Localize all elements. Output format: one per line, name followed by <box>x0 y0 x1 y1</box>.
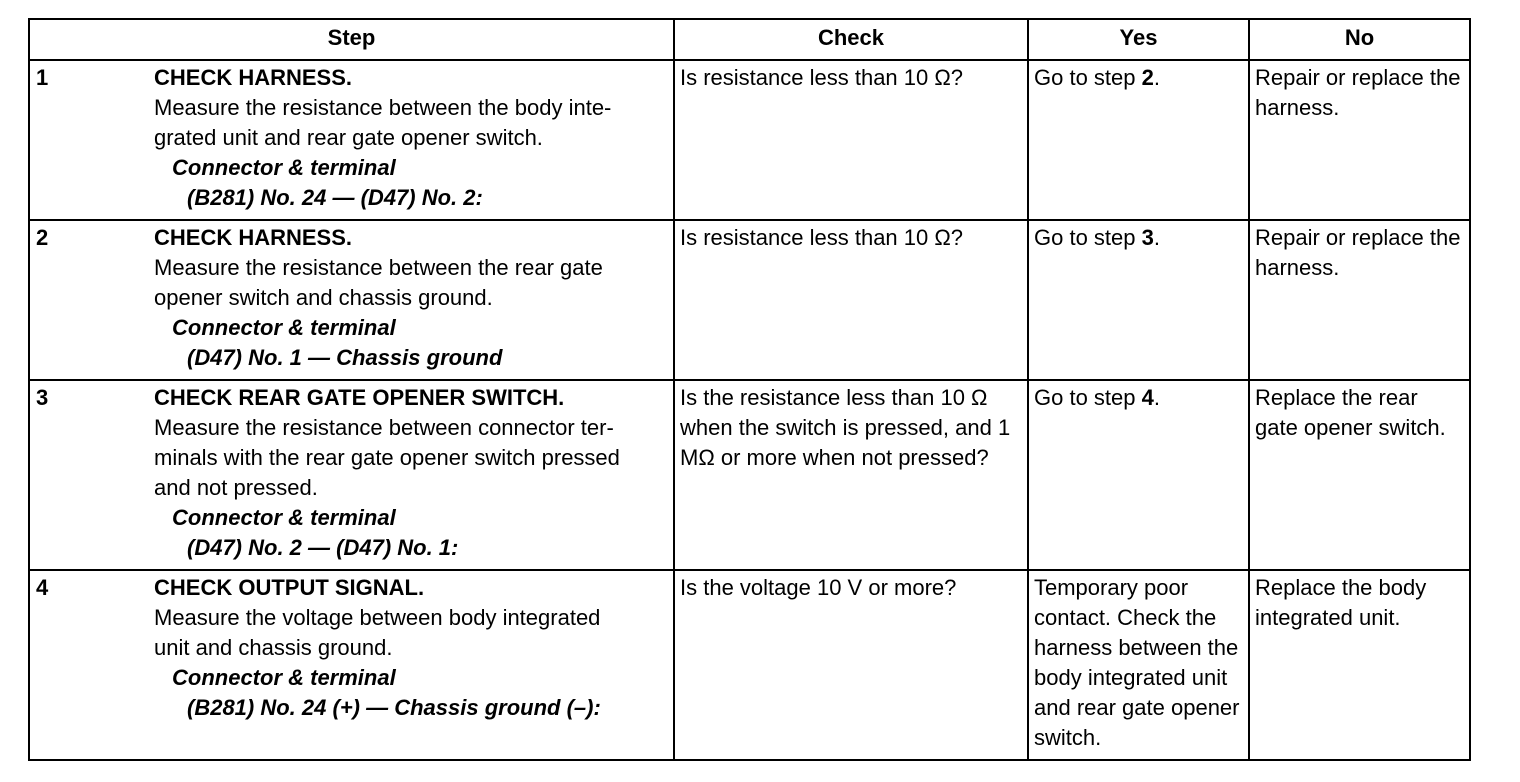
no-cell: Replace the body integrated unit. <box>1249 570 1470 760</box>
yes-cell <box>1028 60 1249 220</box>
yes-prefix: Go to step <box>1034 385 1142 410</box>
yes-prefix: Go to step <box>1034 225 1142 250</box>
step-title: CHECK HARNESS. <box>154 225 353 250</box>
connector-label: Connector & terminal <box>172 665 396 690</box>
yes-suffix: . <box>1153 385 1160 410</box>
header-step: Step <box>29 19 674 60</box>
check-cell: Is resistance less than 10 Ω? <box>674 220 1028 380</box>
no-cell: Repair or replace the harness. <box>1249 60 1470 220</box>
yes-cell <box>1028 380 1249 570</box>
no-cell: Repair or replace the harness. <box>1249 220 1470 380</box>
step-cell <box>29 60 674 220</box>
check-cell: Is resistance less than 10 Ω? <box>674 60 1028 220</box>
header-yes: Yes <box>1028 19 1249 60</box>
connector-label: Connector & terminal <box>172 315 396 340</box>
table-row <box>29 380 1470 570</box>
step-description-line: Measure the resistance between connector ter- <box>154 415 614 440</box>
terminal-spec: (B281) No. 24 — (D47) No. 2: <box>187 185 483 210</box>
step-description-line: opener switch and chassis ground. <box>154 285 493 310</box>
step-description-line: Measure the voltage between body integrated <box>154 605 601 630</box>
terminal-spec: (B281) No. 24 (+) — Chassis ground (–): <box>187 695 601 720</box>
table-row <box>29 60 1470 220</box>
step-title: CHECK HARNESS. <box>154 65 353 90</box>
step-title: CHECK REAR GATE OPENER SWITCH. <box>154 385 565 410</box>
step-cell <box>29 570 674 760</box>
terminal-spec: (D47) No. 1 — Chassis ground <box>187 345 503 370</box>
yes-step-number: 2 <box>1141 65 1154 90</box>
table-row <box>29 570 1470 760</box>
connector-label: Connector & terminal <box>172 155 396 180</box>
step-description-line: Measure the resistance between the body inte- <box>154 95 612 120</box>
step-description-line: Measure the resistance between the rear gate <box>154 255 603 280</box>
terminal-spec: (D47) No. 2 — (D47) No. 1: <box>187 535 459 560</box>
step-title: CHECK OUTPUT SIGNAL. <box>154 575 425 600</box>
step-number: 2 <box>36 225 49 250</box>
step-description-line: grated unit and rear gate opener switch. <box>154 125 543 150</box>
yes-step-number: 4 <box>1141 385 1154 410</box>
connector-label: Connector & terminal <box>172 505 396 530</box>
table-row <box>29 220 1470 380</box>
step-description-line: unit and chassis ground. <box>154 635 393 660</box>
header-row <box>29 19 1470 60</box>
step-cell <box>29 380 674 570</box>
step-description-line: minals with the rear gate opener switch pressed <box>154 445 620 470</box>
step-cell <box>29 220 674 380</box>
header-check: Check <box>674 19 1028 60</box>
diagnostic-table <box>28 18 1471 761</box>
yes-cell: Temporary poor contact. Check the harness between the body integrated unit and rear gate opener switch. <box>1028 570 1249 760</box>
step-number: 4 <box>36 575 49 600</box>
step-description-line: and not pressed. <box>154 475 318 500</box>
yes-suffix: . <box>1153 65 1160 90</box>
yes-suffix: . <box>1153 225 1160 250</box>
yes-prefix: Go to step <box>1034 65 1142 90</box>
step-number: 1 <box>36 65 49 90</box>
step-number: 3 <box>36 385 49 410</box>
no-cell: Replace the rear gate opener switch. <box>1249 380 1470 570</box>
check-cell: Is the resistance less than 10 Ω when the switch is pressed, and 1 MΩ or more when not pressed? <box>674 380 1028 570</box>
yes-cell <box>1028 220 1249 380</box>
check-cell: Is the voltage 10 V or more? <box>674 570 1028 760</box>
header-no: No <box>1249 19 1470 60</box>
yes-step-number: 3 <box>1141 225 1154 250</box>
